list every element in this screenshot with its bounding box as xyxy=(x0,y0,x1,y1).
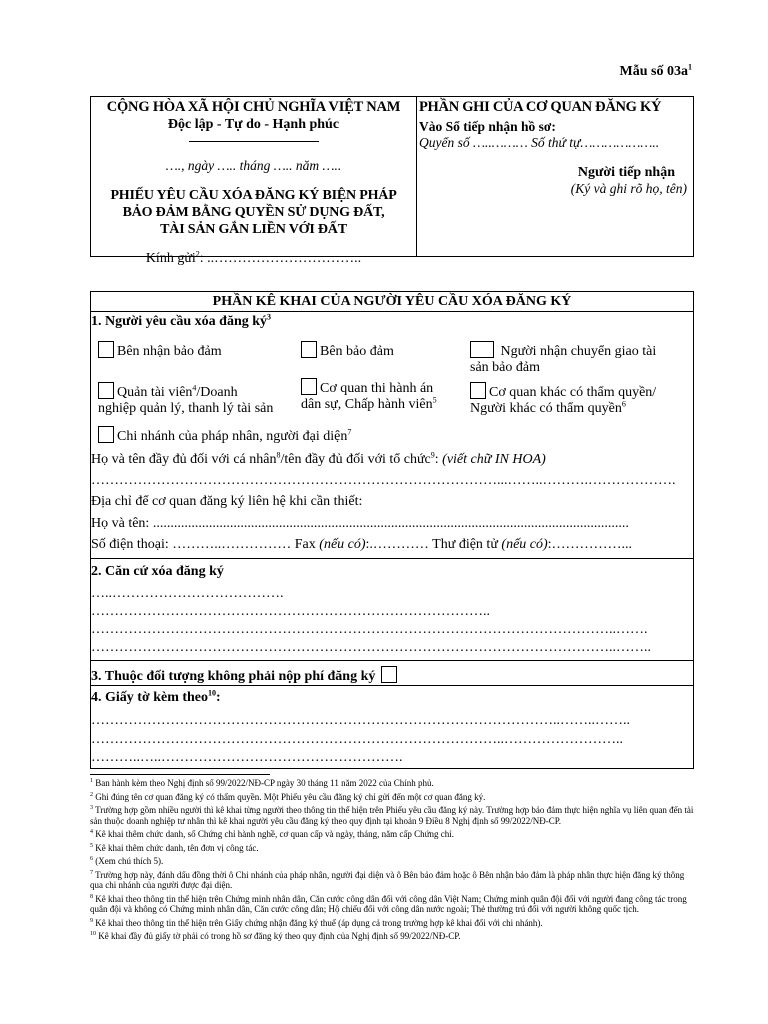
checkbox[interactable] xyxy=(98,426,114,443)
divider xyxy=(91,660,693,661)
basis-line[interactable]: …………………………………………………………………………………………………..…….. xyxy=(91,640,651,655)
checkbox[interactable] xyxy=(98,382,114,399)
contact-label: Địa chỉ để cơ quan đăng ký liên hệ khi cần thiết: xyxy=(91,494,363,509)
footnote: $^4$ Kê khai thêm chức danh, số Chứng chỉ hành nghề, cơ quan cấp và ngày, tháng, năm cấp Chứng chỉ. xyxy=(90,829,454,839)
receiver-title: Người tiếp nhận xyxy=(577,165,675,180)
form-title: PHIẾU YÊU CẦU XÓA ĐĂNG KÝ BIỆN PHÁP BẢO ĐẢM BẰNG QUYỀN SỬ DỤNG ĐẤT, TÀI SẢN GẮN LIỀN VỚI ĐẤT xyxy=(110,188,397,237)
declaration-box xyxy=(90,291,694,769)
attachment-line[interactable]: ……………………………………………………………………………..…………………….. xyxy=(91,732,623,747)
basis-line[interactable]: …..………………………………. xyxy=(91,586,284,601)
footnote: $^9$ Kê khai theo thông tin thể hiện trên Giấy chứng nhận đăng ký thuế (áp dụng cả trong trường hợp kê khai đối với chi nhánh). xyxy=(90,917,543,928)
section-4-heading: 4. Giấy tờ kèm theo$^{10}$: xyxy=(91,690,221,705)
option-guarantor[interactable]: Bên bảo đảm xyxy=(301,341,394,360)
divider xyxy=(91,558,693,559)
option-other-authority[interactable]: Cơ quan khác có thẩm quyền/ Người khác có thẩm quyền$^6$ xyxy=(470,382,656,417)
header-box xyxy=(90,96,694,266)
receiver-note: (Ký và ghi rõ họ, tên) xyxy=(570,181,687,196)
office-receive-label: Vào Sổ tiếp nhận hồ sơ: xyxy=(419,119,556,134)
attachment-line[interactable]: ………………………………………………………………………………………..……..…….. xyxy=(91,713,630,728)
footnote: $^8$ Kê khai theo thông tin thể hiện trên Chứng minh nhân dân, Căn cước công dân đối với công dân Việt Nam; Chứng minh quân đội đối với người đang công tác trong quân đội và không có Chứng minh nhân dân, Căn cước công dân; Hộ chiếu đối với công dân nước ngoài; Thẻ thường trú đối với người không quốc tịch. xyxy=(90,893,687,914)
option-enforcement-agency[interactable]: Cơ quan thi hành án dân sự, Chấp hành viên$^5$ xyxy=(301,378,437,413)
header-left xyxy=(91,97,417,266)
section-2-heading: 2. Căn cứ xóa đăng ký xyxy=(91,564,224,579)
checkbox[interactable] xyxy=(301,341,317,358)
name-label: Họ và tên đầy đủ đối với cá nhân$^8$/tên đầy đủ đối với tổ chức$^9$: (viết chữ IN HOA) xyxy=(91,452,546,467)
option-branch[interactable]: Chi nhánh của pháp nhân, người đại diện$^7$ xyxy=(98,426,351,445)
footnote: $^7$ Trường hợp này, đánh dấu đồng thời ô Chi nhánh của pháp nhân, người đại diện và ô Bên bảo đảm hoặc ô Bên nhận bảo đảm là pháp nhân thực hiện đăng ký thông qua chi nhánh của người được đại diện. xyxy=(90,869,685,890)
footnote: $^3$ Trường hợp gồm nhiều người thì kê khai từng người theo thông tin thể hiện trên Phiếu yêu cầu đăng ký này. Trường hợp bảo đảm thực hiện nghĩa vụ liên quan đến tài sản thuộc doanh nghiệp tư nhân thì kê khai người yêu cầu đăng ký theo quy định tại khoản 9 Điều 8 Nghị định số 99/2022/NĐ-CP. xyxy=(90,805,694,826)
attachment-line[interactable]: ………..…..……………………………………………. xyxy=(91,750,403,765)
nation-title: CỘNG HÒA XÃ HỘI CHỦ NGHĨA VIỆT NAM xyxy=(106,99,401,115)
phone-fax-email-field[interactable]: Số điện thoại: ………..…………… Fax (nếu có):.………… Thư điện tử (nếu có):……………... xyxy=(91,537,633,552)
option-transferee[interactable]: Người nhận chuyển giao tài sản bảo đảm xyxy=(470,341,656,376)
option-secured-party[interactable]: Bên nhận bảo đảm xyxy=(98,341,222,360)
fee-exempt-checkbox[interactable] xyxy=(381,666,397,683)
contact-name-field[interactable]: Họ và tên: ........................................................................................................................................ xyxy=(91,516,629,531)
form-code: Mẫu số $03a^1$ xyxy=(619,62,692,79)
basis-line[interactable]: …………………………………………………………………………………………………..……. xyxy=(91,622,648,637)
declaration-title: PHẦN KÊ KHAI CỦA NGƯỜI YÊU CẦU XÓA ĐĂNG KÝ xyxy=(91,292,693,312)
checkbox[interactable] xyxy=(470,382,486,399)
motto-underline xyxy=(189,141,319,142)
divider xyxy=(91,685,693,686)
checkbox[interactable] xyxy=(301,378,317,395)
checkbox[interactable] xyxy=(98,341,114,358)
section-3-heading: 3. Thuộc đối tượng không phải nộp phí đăng ký xyxy=(91,666,693,685)
checkbox[interactable] xyxy=(470,341,494,358)
office-section xyxy=(417,97,693,256)
basis-line[interactable]: ………………………………………………………………………….. xyxy=(91,604,490,619)
date-line[interactable]: …., ngày ….. tháng ….. năm ….. xyxy=(165,158,342,173)
name-input-line[interactable]: ……………………………………………………………………………...……..……….………………. xyxy=(91,473,676,488)
office-book-line[interactable]: Quyển số …..……… Số thứ tự……………….. xyxy=(419,135,660,150)
motto: Độc lập - Tự do - Hạnh phúc xyxy=(167,117,340,132)
option-administrator[interactable]: Quản tài viên$^4$/Doanh nghiệp quản lý, thanh lý tài sản xyxy=(98,383,274,416)
footnote: $^1$ Ban hành kèm theo Nghị định số 99/2022/NĐ-CP ngày 30 tháng 11 năm 2022 của Chính phủ. xyxy=(90,778,434,788)
footnote: $^6$ (Xem chú thích 5). xyxy=(90,856,164,866)
footnote: $^2$ Ghi đúng tên cơ quan đăng ký có thẩm quyền. Một Phiếu yêu cầu đăng ký chỉ gửi đến một cơ quan đăng ký. xyxy=(90,791,486,802)
footnote: $^{10}$ Kê khai đầy đủ giấy tờ phải có trong hồ sơ đăng ký theo quy định của Nghị định số 99/2022/NĐ-CP. xyxy=(90,931,461,941)
footnote-rule xyxy=(90,774,270,775)
footnote: $^5$ Kê khai thêm chức danh, tên đơn vị công tác. xyxy=(90,842,259,853)
footnotes xyxy=(90,778,696,945)
section-1-heading: 1. Người yêu cầu xóa đăng $ký^3$ xyxy=(91,314,272,329)
send-to-field[interactable]: Kính gửi$^2$: ..………………………….. xyxy=(145,249,362,266)
office-title: PHẦN GHI CỦA CƠ QUAN ĐĂNG KÝ xyxy=(419,99,662,115)
